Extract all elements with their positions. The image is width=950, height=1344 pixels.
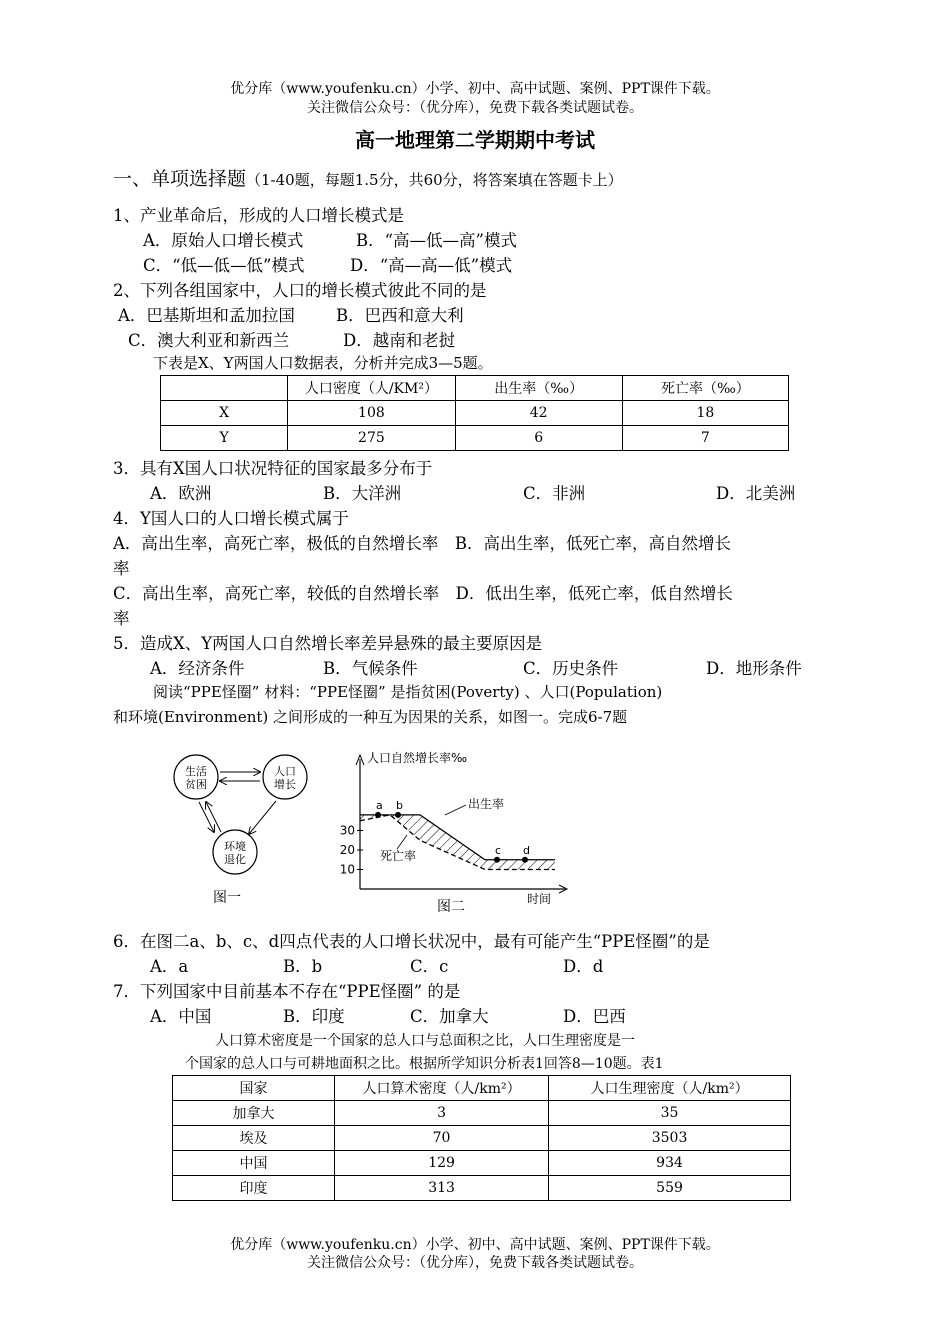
figure-2-caption: 图二 [437, 899, 465, 915]
q3-option-d: D．北美洲 [716, 484, 796, 503]
q2-option-c: C．澳大利亚和新西兰 [128, 331, 290, 350]
table-cell: 中国 [173, 1151, 335, 1176]
population-label-1: 人口 [274, 765, 296, 778]
table-row [173, 1176, 791, 1201]
table-cell: 35 [549, 1101, 791, 1126]
table1-intro: 下表是X、Y两国人口数据表，分析并完成3—5题。 [153, 354, 493, 372]
y-axis-label: 人口自然增长率‰ [367, 751, 468, 765]
q5-option-c: C．历史条件 [523, 659, 619, 678]
table-cell: Y [161, 426, 288, 451]
q1-option-c: C．“低—低—低”模式 [143, 256, 305, 275]
table-header-cell: 人口密度（人/KM²） [288, 376, 455, 401]
death-rate-label: 死亡率 [380, 849, 417, 863]
table-header-cell: 人口算术密度（人/km²） [335, 1076, 549, 1101]
table-cell: 加拿大 [173, 1101, 335, 1126]
x-axis-label: 时间 [527, 892, 552, 906]
q4-options-cd: C．高出生率，高死亡率，较低的自然增长率 D．低出生率，低死亡率，低自然增长 [113, 584, 733, 603]
arrow-icon [249, 801, 276, 834]
chart-point-label-c: c [495, 843, 502, 857]
table-cell: 印度 [173, 1176, 335, 1201]
q1-stem: 1、产业革命后，形成的人口增长模式是 [113, 206, 404, 225]
q4-stem: 4．Y国人口的人口增长模式属于 [113, 509, 349, 528]
q6-option-b: B．b [283, 957, 323, 976]
q7-option-b: B．印度 [283, 1007, 345, 1026]
q6-option-c: C．c [410, 957, 449, 976]
figure-2-chart [335, 745, 580, 915]
q2-option-d: D．越南和老挝 [343, 331, 456, 350]
chart-point-d [522, 857, 528, 863]
q6-option-d: D．d [563, 957, 604, 976]
figure-1 [165, 750, 325, 910]
q5-option-d: D．地形条件 [706, 659, 802, 678]
chart-point-label-a: a [376, 798, 383, 812]
birth-rate-label: 出生率 [468, 797, 505, 811]
q1-option-a: A．原始人口增长模式 [143, 231, 304, 250]
poverty-label-1: 生活 [185, 765, 207, 778]
table-row [173, 1151, 791, 1176]
table-cell: 3 [335, 1101, 549, 1126]
table-cell: 70 [335, 1126, 549, 1151]
y-tick-label: 20 [339, 843, 355, 857]
table-cell: 129 [335, 1151, 549, 1176]
q6-stem: 6．在图二a、b、c、d四点代表的人口增长状况中，最有可能产生“PPE怪圈”的是 [113, 932, 710, 951]
q7-option-c: C．加拿大 [410, 1007, 489, 1026]
chart-point-a [375, 812, 381, 818]
environment-label-1: 环境 [224, 840, 246, 853]
footer-line-1: 优分库（www.youfenku.cn）小学、初中、高中试题、案例、PPT课件下载。 [230, 1237, 720, 1253]
y-tick-label: 30 [339, 823, 355, 838]
table-header-cell: 出生率（‰） [455, 376, 622, 401]
table2 [172, 1075, 791, 1201]
chart-point-label-d: d [523, 843, 530, 857]
table-cell: 934 [549, 1151, 791, 1176]
table-header-cell: 死亡率（‰） [622, 376, 788, 401]
table-cell: 559 [549, 1176, 791, 1201]
q3-option-b: B．大洋洲 [323, 484, 402, 503]
figure-1-caption: 图一 [213, 890, 241, 906]
death-rate-leader [397, 835, 407, 849]
section-heading-label: 一、单项选择题 [113, 168, 247, 190]
reading-line-2: 和环境(Environment) 之间形成的一种互为因果的关系，如图一。完成6-7题 [113, 708, 628, 726]
q4-options-cd-wrap: 率 [113, 609, 130, 628]
table-row [161, 401, 789, 426]
table-row [173, 1101, 791, 1126]
table-row [173, 1126, 791, 1151]
page-title: 高一地理第二学期期中考试 [355, 128, 595, 152]
q3-option-a: A．欧洲 [150, 484, 212, 503]
environment-label-2: 退化 [224, 853, 246, 866]
q1-option-d: D．“高—高—低”模式 [350, 256, 513, 275]
chart-point-b [395, 812, 401, 818]
table1 [160, 375, 789, 451]
q6-option-a: A．a [150, 957, 189, 976]
table-cell: 埃及 [173, 1126, 335, 1151]
chart-point-c [494, 857, 500, 863]
arrow-icon [206, 802, 221, 832]
table-cell: 6 [455, 426, 622, 451]
header-line-2: 关注微信公众号：（优分库），免费下载各类试题试卷。 [307, 100, 643, 116]
section-heading [113, 164, 623, 191]
q2-option-b: B．巴西和意大利 [336, 306, 464, 325]
q5-stem: 5．造成X、Y两国人口自然增长率差异悬殊的最主要原因是 [113, 634, 543, 653]
table2-intro-1: 人口算术密度是一个国家的总人口与总面积之比，人口生理密度是一 [215, 1033, 635, 1049]
q7-option-a: A．中国 [150, 1007, 212, 1026]
birth-rate-leader [445, 805, 466, 815]
poverty-label-2: 贫困 [185, 778, 207, 791]
q2-option-a: A．巴基斯坦和孟加拉国 [118, 306, 295, 325]
y-tick-label: 10 [339, 862, 355, 877]
q7-option-d: D．巴西 [563, 1007, 626, 1026]
table-row [161, 426, 789, 451]
table-cell: 313 [335, 1176, 549, 1201]
table-header-cell: 国家 [173, 1076, 335, 1101]
q5-option-a: A．经济条件 [150, 659, 245, 678]
q4-options-ab-wrap: 率 [113, 559, 130, 578]
reading-line-1: 阅读“PPE怪圈” 材料：“PPE怪圈” 是指贫困(Poverty) 、人口(Population) [153, 683, 663, 701]
chart-point-label-b: b [396, 798, 403, 812]
table-cell: 108 [288, 401, 455, 426]
q3-stem: 3．具有X国人口状况特征的国家最多分布于 [113, 459, 433, 478]
header-line-1: 优分库（www.youfenku.cn）小学、初中、高中试题、案例、PPT课件下载。 [230, 81, 720, 97]
table2-intro-2: 个国家的总人口与可耕地面积之比。根据所学知识分析表1回答8—10题。表1 [185, 1056, 664, 1072]
table-header-row [173, 1076, 791, 1101]
q7-stem: 7．下列国家中目前基本不存在“PPE怪圈” 的是 [113, 982, 461, 1001]
q5-option-b: B．气候条件 [323, 659, 418, 678]
arrow-icon [199, 802, 214, 832]
q3-option-c: C．非洲 [523, 484, 586, 503]
q4-options-ab: A．高出生率，高死亡率，极低的自然增长率 B．高出生率，低死亡率，高自然增长 [113, 534, 732, 553]
table-cell: 7 [622, 426, 788, 451]
section-heading-note: （1-40题，每题1.5分，共60分，将答案填在答题卡上） [246, 171, 623, 189]
q1-option-b: B．“高—低—高”模式 [356, 231, 517, 250]
table-header-cell: 人口生理密度（人/km²） [549, 1076, 791, 1101]
population-label-2: 增长 [274, 778, 296, 791]
q2-stem: 2、下列各组国家中，人口的增长模式彼此不同的是 [113, 281, 487, 300]
table-cell: 3503 [549, 1126, 791, 1151]
table-cell: 275 [288, 426, 455, 451]
table-cell: 42 [455, 401, 622, 426]
table-header-row [161, 376, 789, 401]
table-cell: X [161, 401, 288, 426]
footer-line-2: 关注微信公众号：（优分库），免费下载各类试题试卷。 [307, 1255, 643, 1271]
table-header-cell [161, 376, 288, 401]
table-cell: 18 [622, 401, 788, 426]
